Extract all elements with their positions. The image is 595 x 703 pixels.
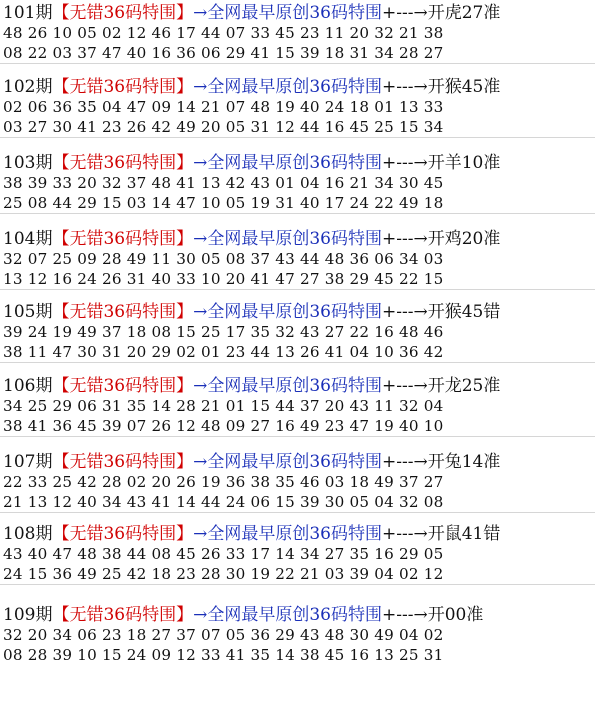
numbers-row-1: 38 39 33 20 32 37 48 41 13 42 43 01 04 16 21 34 30 45	[3, 174, 444, 192]
numbers-row-1: 43 40 47 48 38 44 08 45 26 33 17 14 34 27 35 16 29 05	[3, 545, 444, 563]
result-label: 开00准	[427, 605, 484, 625]
numbers-row-2: 03 27 30 41 23 26 42 49 20 05 31 12 44 16 45 25 15 34	[3, 118, 444, 136]
arrow-icon: →	[193, 3, 208, 23]
bracket-label: 【无错36码特围】	[52, 524, 194, 544]
arrow-icon: →	[193, 77, 208, 97]
period-label: 101期	[3, 3, 53, 23]
numbers-row-1: 39 24 19 49 37 18 08 15 25 17 35 32 43 27 22 16 48 46	[3, 323, 444, 341]
entry-block	[0, 605, 595, 665]
arrow-icon: →	[193, 452, 208, 472]
numbers-row-2: 38 41 36 45 39 07 26 12 48 09 27 16 49 23 47 19 40 10	[3, 417, 444, 435]
arrow-icon: →	[193, 605, 208, 625]
bracket-label: 【无错36码特围】	[52, 77, 194, 97]
bracket-label: 【无错36码特围】	[52, 302, 194, 322]
numbers-row-2: 25 08 44 29 15 03 14 47 10 05 19 31 40 17 24 22 49 18	[3, 194, 444, 212]
bracket-label: 【无错36码特围】	[52, 153, 194, 173]
arrow-icon: →	[193, 302, 208, 322]
arrow-icon: →	[193, 229, 208, 249]
entry-block	[0, 376, 595, 437]
bracket-label: 【无错36码特围】	[52, 452, 194, 472]
result-label: 开鼠41错	[427, 524, 501, 544]
slogan-label: 全网最早原创36码特围	[207, 524, 382, 544]
numbers-row-1: 48 26 10 05 02 12 46 17 44 07 33 45 23 11 20 32 21 38	[3, 24, 444, 42]
period-label: 107期	[3, 452, 53, 472]
entry-header	[0, 77, 595, 97]
numbers-row-1: 32 07 25 09 28 49 11 30 05 08 37 43 44 48 36 06 34 03	[3, 250, 444, 268]
numbers-row-2: 13 12 16 24 26 31 40 33 10 20 41 47 27 38 29 45 22 15	[3, 270, 444, 288]
result-label: 开猴45准	[427, 77, 501, 97]
period-label: 102期	[3, 77, 53, 97]
numbers-row-2: 08 28 39 10 15 24 09 12 33 41 35 14 38 45 16 13 25 31	[3, 646, 444, 664]
slogan-label: 全网最早原创36码特围	[207, 229, 382, 249]
period-label: 103期	[3, 153, 53, 173]
bracket-label: 【无错36码特围】	[52, 376, 194, 396]
period-label: 105期	[3, 302, 53, 322]
tail-arrow: +---→	[381, 302, 428, 322]
numbers-row-1: 34 25 29 06 31 35 14 28 21 01 15 44 37 20 43 11 32 04	[3, 397, 444, 415]
entry-block	[0, 77, 595, 138]
tail-arrow: +---→	[381, 452, 428, 472]
tail-arrow: +---→	[381, 376, 428, 396]
arrow-icon: →	[193, 376, 208, 396]
slogan-label: 全网最早原创36码特围	[207, 153, 382, 173]
entry-block	[0, 452, 595, 513]
entry-header	[0, 452, 595, 472]
tail-arrow: +---→	[381, 524, 428, 544]
period-label: 109期	[3, 605, 53, 625]
tail-arrow: +---→	[381, 605, 428, 625]
slogan-label: 全网最早原创36码特围	[207, 3, 382, 23]
period-label: 106期	[3, 376, 53, 396]
slogan-label: 全网最早原创36码特围	[207, 376, 382, 396]
result-label: 开鸡20准	[427, 229, 501, 249]
numbers-row-1: 02 06 36 35 04 47 09 14 21 07 48 19 40 24 18 01 13 33	[3, 98, 444, 116]
tail-arrow: +---→	[381, 153, 428, 173]
entry-header	[0, 302, 595, 322]
tail-arrow: +---→	[381, 3, 428, 23]
bracket-label: 【无错36码特围】	[52, 3, 194, 23]
slogan-label: 全网最早原创36码特围	[207, 77, 382, 97]
numbers-row-1: 22 33 25 42 28 02 20 26 19 36 38 35 46 03 18 49 37 27	[3, 473, 444, 491]
bracket-label: 【无错36码特围】	[52, 229, 194, 249]
numbers-row-2: 21 13 12 40 34 43 41 14 44 24 06 15 39 30 05 04 32 08	[3, 493, 444, 511]
entry-block	[0, 302, 595, 363]
tail-arrow: +---→	[381, 229, 428, 249]
numbers-row-2: 08 22 03 37 47 40 16 36 06 29 41 15 39 18 31 34 28 27	[3, 44, 444, 62]
entry-header	[0, 153, 595, 173]
entry-block	[0, 524, 595, 585]
numbers-row-2: 38 11 47 30 31 20 29 02 01 23 44 13 26 41 04 10 36 42	[3, 343, 444, 361]
entry-header	[0, 376, 595, 396]
period-label: 104期	[3, 229, 53, 249]
result-label: 开羊10准	[427, 153, 501, 173]
entry-header	[0, 229, 595, 249]
result-label: 开虎27准	[427, 3, 501, 23]
result-label: 开龙25准	[427, 376, 501, 396]
arrow-icon: →	[193, 524, 208, 544]
entry-header	[0, 524, 595, 544]
entry-block	[0, 153, 595, 214]
slogan-label: 全网最早原创36码特围	[207, 605, 382, 625]
result-label: 开猴45错	[427, 302, 501, 322]
entry-header	[0, 605, 595, 625]
numbers-row-1: 32 20 34 06 23 18 27 37 07 05 36 29 43 48 30 49 04 02	[3, 626, 444, 644]
slogan-label: 全网最早原创36码特围	[207, 452, 382, 472]
entry-header	[0, 3, 595, 23]
period-label: 108期	[3, 524, 53, 544]
bracket-label: 【无错36码特围】	[52, 605, 194, 625]
entry-block	[0, 3, 595, 64]
arrow-icon: →	[193, 153, 208, 173]
numbers-row-2: 24 15 36 49 25 42 18 23 28 30 19 22 21 03 39 04 02 12	[3, 565, 444, 583]
result-label: 开兔14准	[427, 452, 501, 472]
entry-block	[0, 229, 595, 290]
slogan-label: 全网最早原创36码特围	[207, 302, 382, 322]
tail-arrow: +---→	[381, 77, 428, 97]
